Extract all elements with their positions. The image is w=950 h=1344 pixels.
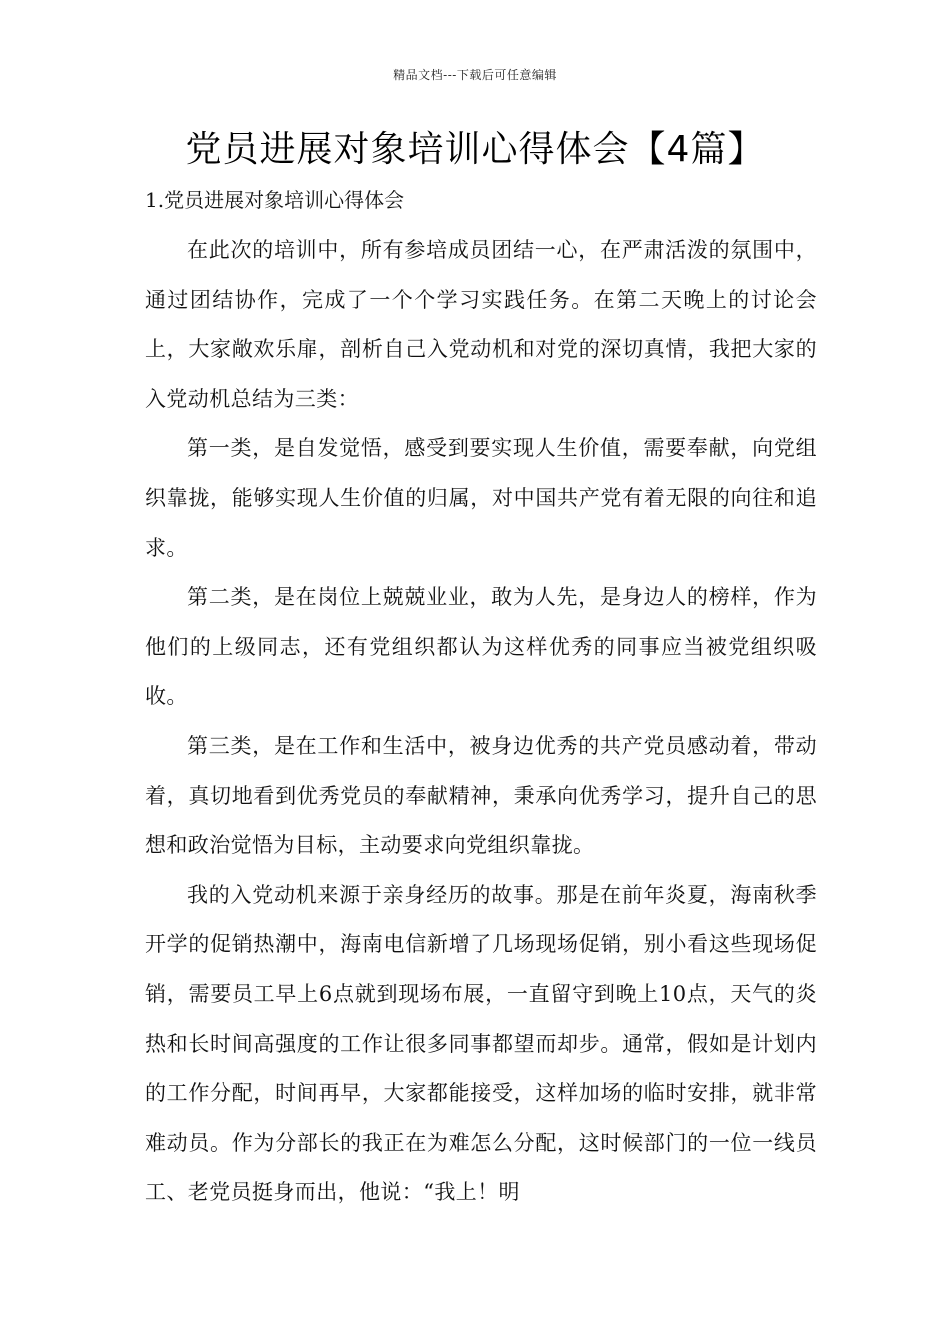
section-heading: 1.党员进展对象培训心得体会 [145,188,405,212]
paragraph: 第一类，是自发觉悟，感受到要实现人生价值，需要奉献，向党组织靠拢，能够实现人生价值的归属，对中国共产党有着无限的向往和追求。 [145,436,817,560]
document-title: 党员进展对象培训心得体会【4篇】 [185,129,765,170]
header-note: 精品文档---下载后可任意编辑 [393,68,557,82]
paragraph: 第二类，是在岗位上兢兢业业，敢为人先，是身边人的榜样，作为他们的上级同志，还有党组织都认为这样优秀的同事应当被党组织吸收。 [145,585,817,709]
paragraph: 第三类，是在工作和生活中，被身边优秀的共产党员感动着，带动着，真切地看到优秀党员的奉献精神，秉承向优秀学习，提升自己的思想和政治觉悟为目标，主动要求向党组织靠拢。 [145,733,817,858]
paragraph: 在此次的培训中，所有参培成员团结一心，在严肃活泼的氛围中，通过团结协作，完成了一个个学习实践任务。在第二天晚上的讨论会上，大家敞欢乐扉，剖析自己入党动机和对党的深切真情，我把大家的入党动机总结为三类： [145,238,817,411]
paragraph: 我的入党动机来源于亲身经历的故事。那是在前年炎夏，海南秋季开学的促销热潮中，海南电信新增了几场现场促销，别小看这些现场促销，需要员工早上6点就到现场布展，一直留守到晚上10点，天气的炎热和长时间高强度的工作让很多同事都望而却步。通常，假如是计划内的工作分配，时间再早，大家都能接受，这样加场的临时安排，就非常难动员。作为分部长的我正在为难怎么分配，这时候部门的一位一线员工、老党员挺身而出，他说：“我上！明 [145,882,817,1205]
body-text [145,226,817,1218]
